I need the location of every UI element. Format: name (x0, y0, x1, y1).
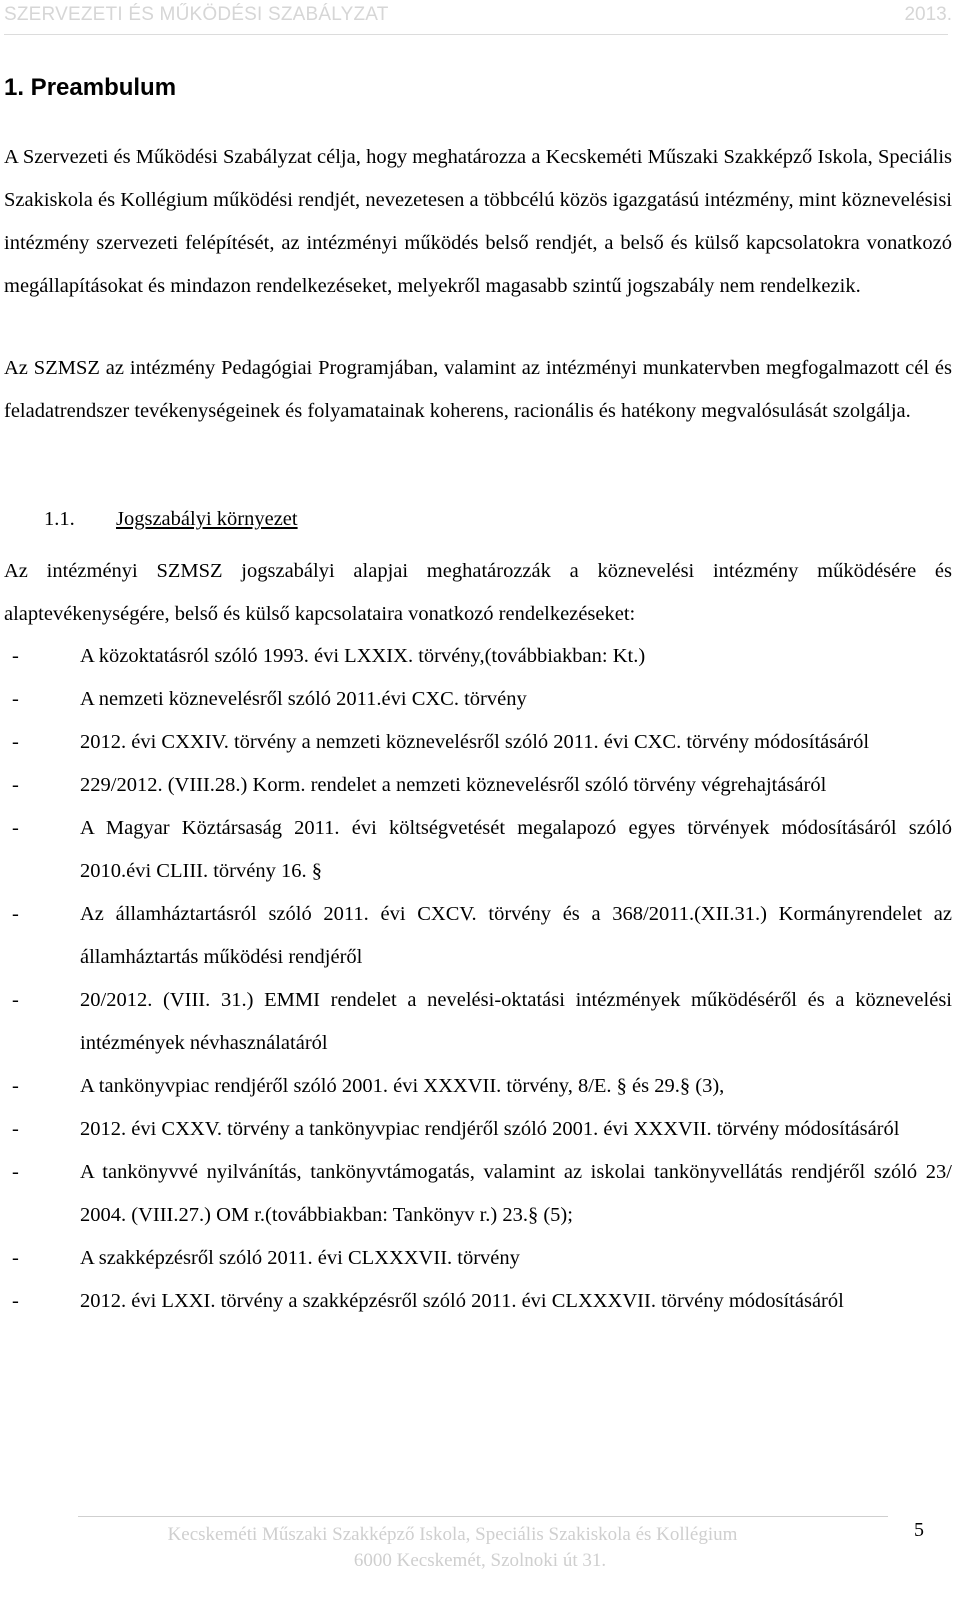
header-year: 2013. (904, 4, 952, 25)
list-item (4, 635, 952, 678)
list-item (4, 764, 952, 807)
bullet-dash: - (12, 1247, 19, 1269)
legislation-list (4, 635, 952, 1323)
preamble-paragraph-2: Az SZMSZ az intézmény Pedagógiai Programjában, valamint az intézményi munkatervben megfogalmazott cél és feladatrendszer tevékenységeinek és folyamatainak koherens, racionális és hatékony megvalósulását szolgálja. (4, 357, 952, 422)
bullet-dash: - (12, 817, 19, 839)
list-item (4, 1151, 952, 1237)
list-item-text: A Magyar Köztársaság 2011. évi költségvetését megalapozó egyes törvények módosításáról szóló 2010.évi CLIII. törvény 16. § (80, 817, 952, 882)
list-item (4, 1280, 952, 1323)
list-item-text: 2012. évi CXXV. törvény a tankönyvpiac rendjéről szóló 2001. évi XXXVII. törvény módosításáról (80, 1118, 900, 1140)
bullet-dash: - (12, 645, 19, 667)
list-item-text: Az államháztartásról szóló 2011. évi CXCV. törvény és a 368/2011.(XII.31.) Kormányrendelet az államháztartás működési rendjéről (80, 903, 952, 968)
header-title: SZERVEZETI ÉS MŰKÖDÉSI SZABÁLYZAT (4, 4, 389, 25)
bullet-dash: - (12, 688, 19, 710)
bullet-dash: - (12, 989, 19, 1011)
section-heading: 1. Preambulum (4, 74, 177, 101)
subsection-number: 1.1. (44, 508, 75, 530)
bullet-dash: - (12, 903, 19, 925)
subsection-heading (44, 508, 298, 531)
list-item (4, 807, 952, 893)
list-item (4, 979, 952, 1065)
bullet-dash: - (12, 1290, 19, 1312)
footer-institution: Kecskeméti Műszaki Szakképző Iskola, Speciális Szakiskola és Kollégium (167, 1524, 738, 1545)
list-item (4, 721, 952, 764)
list-item (4, 1237, 952, 1280)
page-number: 5 (914, 1519, 924, 1541)
bullet-dash: - (12, 1161, 19, 1183)
bullet-dash: - (12, 1075, 19, 1097)
footer (0, 1522, 960, 1574)
bullet-dash: - (12, 731, 19, 753)
bullet-dash: - (12, 774, 19, 796)
subsection-title: Jogszabályi környezet (116, 508, 298, 530)
list-item-text: A szakképzésről szóló 2011. évi CLXXXVII. törvény (80, 1247, 520, 1269)
preamble-paragraph-1: A Szervezeti és Működési Szabályzat célja, hogy meghatározza a Kecskeméti Műszaki Szakképző Iskola, Speciális Szakiskola és Kollégium működési rendjét, nevezetesen a többcélú közös igazgatású intézmény, mint köznevelésisi intézmény szervezeti felépítését, az intézményi működés belső rendjét, a belső és külső kapcsolatokra vonatkozó megállapításokat és mindazon rendelkezéseket, melyekről magasabb szintű jogszabály nem rendelkezik. (4, 146, 952, 297)
list-item-text: 2012. évi LXXI. törvény a szakképzésről szóló 2011. évi CLXXXVII. törvény módosításáról (80, 1290, 844, 1312)
footer-address: 6000 Kecskemét, Szolnoki út 31. (353, 1550, 607, 1571)
bullet-dash: - (12, 1118, 19, 1140)
list-item-text: 2012. évi CXXIV. törvény a nemzeti köznevelésről szóló 2011. évi CXC. törvény módosításáról (80, 731, 870, 753)
list-item-text: A tankönyvpiac rendjéről szóló 2001. évi XXXVII. törvény, 8/E. § és 29.§ (3), (80, 1075, 725, 1097)
list-item-text: A közoktatásról szóló 1993. évi LXXIX. törvény,(továbbiakban: Kt.) (80, 645, 646, 667)
list-item (4, 1065, 952, 1108)
list-item (4, 678, 952, 721)
running-header (0, 4, 952, 30)
subsection-intro: Az intézményi SZMSZ jogszabályi alapjai meghatározzák a köznevelési intézmény működésére és alaptevékenységére, belső és külső kapcsolataira vonatkozó rendelkezéseket: (4, 560, 952, 625)
footer-divider (78, 1516, 888, 1517)
list-item-text: A nemzeti köznevelésről szóló 2011.évi CXC. törvény (80, 688, 527, 710)
list-item-text: 229/2012. (VIII.28.) Korm. rendelet a nemzeti köznevelésről szóló törvény végrehajtásáról (80, 774, 827, 796)
list-item-text: 20/2012. (VIII. 31.) EMMI rendelet a nevelési-oktatási intézmények működéséről és a köznevelési intézmények névhasználatáról (80, 989, 952, 1054)
header-divider (4, 34, 948, 35)
list-item-text: A tankönyvvé nyilvánítás, tankönyvtámogatás, valamint az iskolai tankönyvellátás rendjéről szóló 23/ 2004. (VIII.27.) OM r.(továbbiakban: Tankönyv r.) 23.§ (5); (80, 1161, 952, 1226)
list-item (4, 893, 952, 979)
list-item (4, 1108, 952, 1151)
